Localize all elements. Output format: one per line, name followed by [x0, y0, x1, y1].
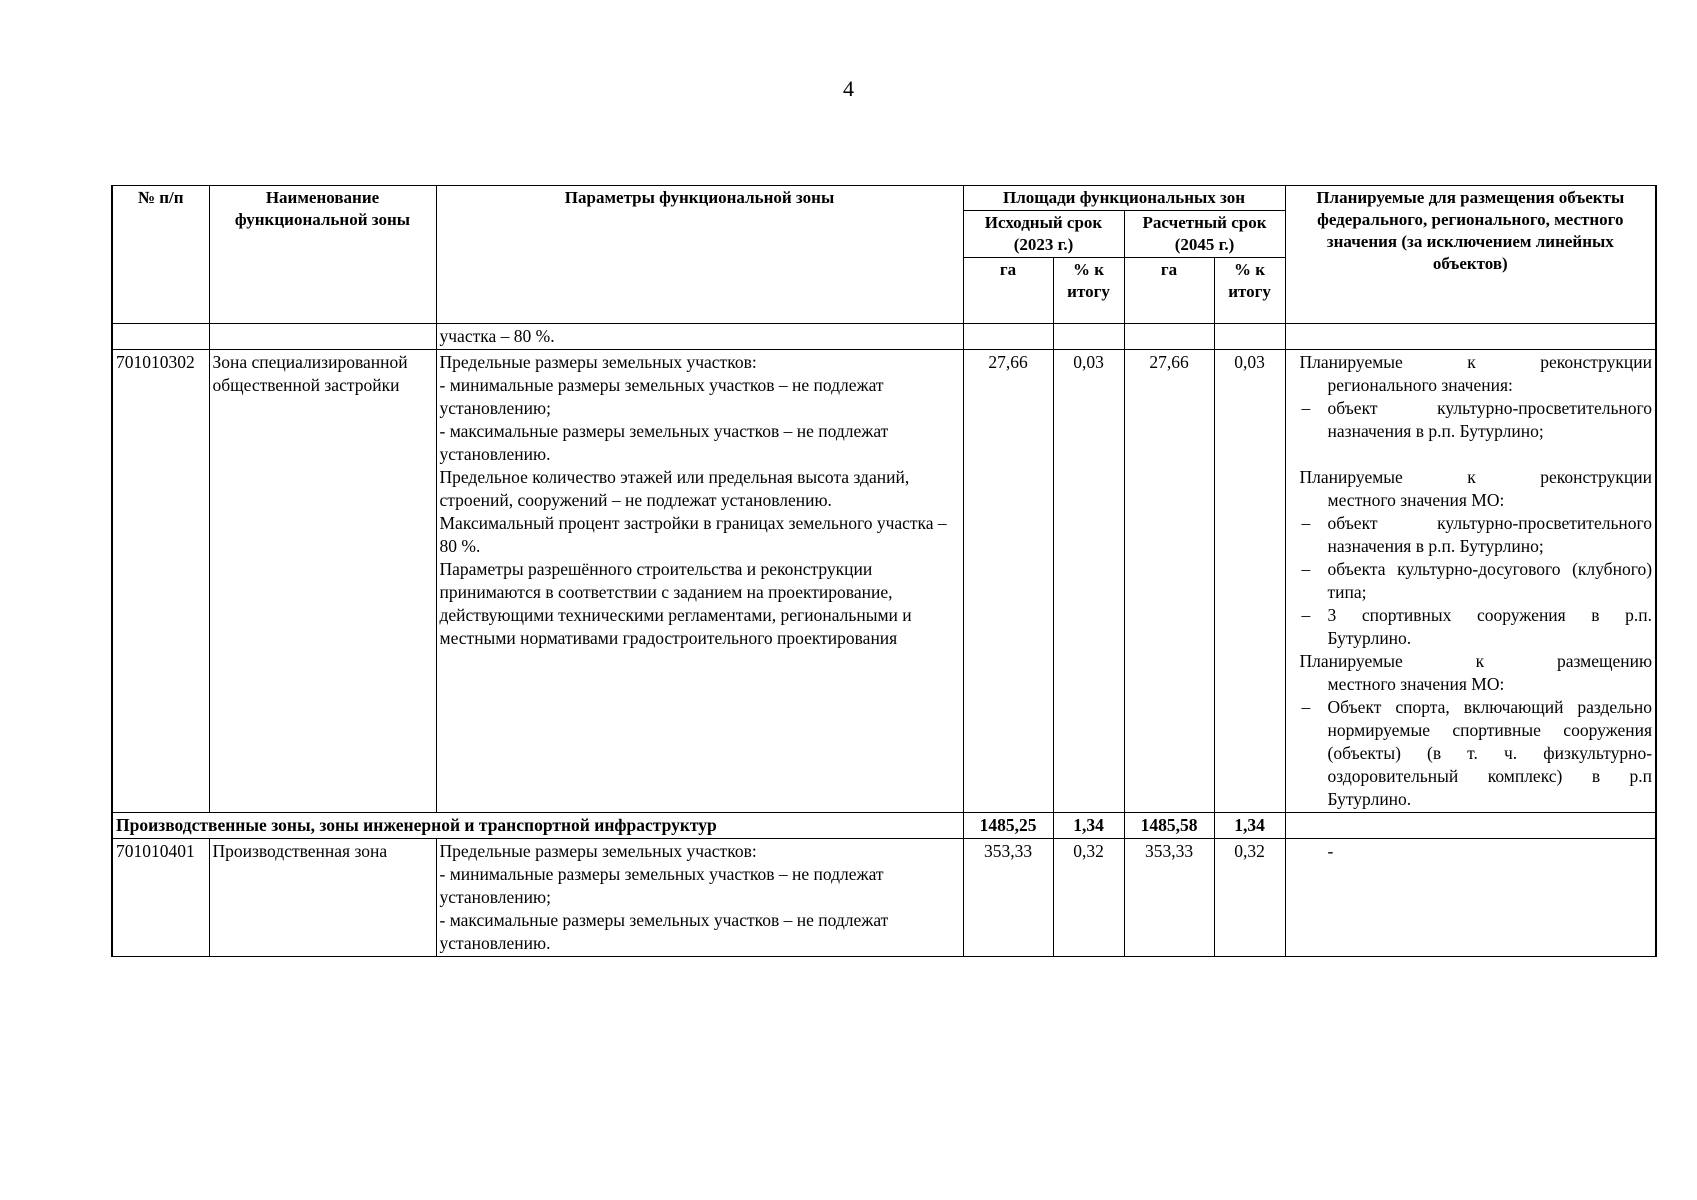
table-row	[112, 324, 1656, 350]
table-row	[112, 350, 1656, 813]
list-item: – Объект спорта, включающий раздельно нормируемые спортивные сооружения (объекты) (в т. ч. физкультурно-оздоровительный комплекс) в р.п Бутурлино.	[1301, 697, 1653, 809]
cell-pct-2023: 0,03	[1053, 350, 1124, 813]
page-number: 4	[843, 76, 854, 101]
cell-planned-objects: Планируемые к реконструкции регионального значения: – объект культурно-просветительного назначения в р.п. Бутурлино; Планируемые к реконструкции местного значения МО: – объект культурно-просветительного назначения в р.п. Бутурлино; – объекта культурно-досугового (клубного) типа; – 3 спортивных сооружения в р.п. Бутурлино. Планируемые к размещению местного значения МО: – Объект спорта, включающий раздельно нормируемые спортивные сооружения (объекты) (в т. ч. физкультурно-оздоровительный комплекс) в р.п Бутурлино.	[1285, 350, 1656, 813]
header-zone-name: Наименование функциональной зоны	[209, 186, 436, 324]
section-ha-2045: 1485,58	[1124, 813, 1214, 839]
section-ha-2023: 1485,25	[963, 813, 1053, 839]
table-row	[112, 839, 1656, 957]
list-item: – 3 спортивных сооружения в р.п. Бутурлино.	[1301, 605, 1653, 648]
cell-zone-name: Зона специализированной общественной застройки	[209, 350, 436, 813]
header-zone-params: Параметры функциональной зоны	[436, 186, 963, 324]
cell-ha-2023: 353,33	[963, 839, 1053, 957]
cell-pct-2045: 0,03	[1214, 350, 1285, 813]
header-ha-2023: га	[963, 258, 1053, 324]
header-pct-2045: % к итогу	[1214, 258, 1285, 324]
cell-ha-2045: 27,66	[1124, 350, 1214, 813]
functional-zones-table	[111, 185, 1657, 957]
header-num: № п/п	[112, 186, 209, 324]
section-title: Производственные зоны, зоны инженерной и транспортной инфраструктур	[112, 813, 963, 839]
cell-params: Предельные размеры земельных участков: - минимальные размеры земельных участков – не подлежат установлению; - максимальные размеры земельных участков – не подлежат установлению.	[436, 839, 963, 957]
section-pct-2045: 1,34	[1214, 813, 1285, 839]
header-calc-term: Расчетный срок (2045 г.)	[1124, 211, 1285, 258]
section-pct-2023: 1,34	[1053, 813, 1124, 839]
list-item: – объект культурно-просветительного назначения в р.п. Бутурлино;	[1301, 513, 1653, 556]
cell-params: участка – 80 %.	[436, 324, 963, 350]
cell-ha-2045: 353,33	[1124, 839, 1214, 957]
list-item: – объекта культурно-досугового (клубного) типа;	[1301, 559, 1653, 602]
section-row	[112, 813, 1656, 839]
cell-ha-2023: 27,66	[963, 350, 1053, 813]
header-zone-areas: Площади функциональных зон	[963, 186, 1285, 211]
cell-pct-2045: 0,32	[1214, 839, 1285, 957]
cell-num: 701010302	[112, 350, 209, 813]
cell-params: Предельные размеры земельных участков: - минимальные размеры земельных участков – не подлежат установлению; - максимальные размеры земельных участков – не подлежат установлению. Предельное количество этажей или предельная высота зданий, строений, сооружений – не подлежат установлению. Максимальный процент застройки в границах земельного участка – 80 %. Параметры разрешённого строительства и реконструкции принимаются в соответствии с заданием на проектирование, действующими техническими регламентами, региональными и местными нормативами градостроительного проектирования	[436, 350, 963, 813]
header-initial-term: Исходный срок (2023 г.)	[963, 211, 1124, 258]
cell-pct-2023: 0,32	[1053, 839, 1124, 957]
list-item: – объект культурно-просветительного назначения в р.п. Бутурлино;	[1301, 398, 1653, 441]
header-ha-2045: га	[1124, 258, 1214, 324]
cell-zone-name: Производственная зона	[209, 839, 436, 957]
cell-num: 701010401	[112, 839, 209, 957]
header-planned-objects: Планируемые для размещения объекты федерального, регионального, местного значения (за исключением линейных объектов)	[1285, 186, 1656, 324]
cell-planned-objects: -	[1285, 839, 1656, 957]
header-pct-2023: % к итогу	[1053, 258, 1124, 324]
